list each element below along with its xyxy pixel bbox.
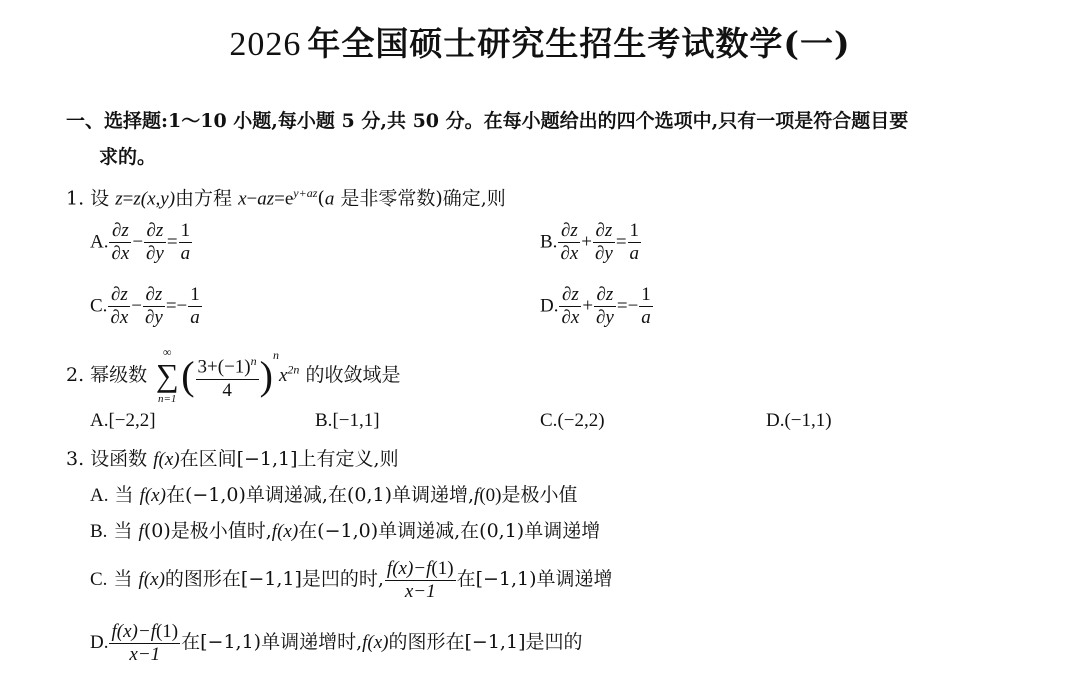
q3-stem: 3. 设函数 f(x)在区间[−1,1]上有定义,则	[66, 448, 399, 470]
q1-option-b[interactable]: B. $\frac{\partial z}{\partial x}$ + $\frac{\partial z}{\partial y}$ = $\frac{1}{a}$	[540, 220, 640, 264]
q2-option-a[interactable]: A.[−2,2]	[90, 410, 156, 431]
section-heading-line1: 一、选择题:1～10 小题,每小题 5 分,共 50 分。在每小题给出的四个选项中,只有一项是符合题目要	[66, 110, 909, 132]
q3-option-c[interactable]: C. 当 f(x)的图形在[−1,1]是凹的时, $\frac{f(x)-f(1)}{x-1}$ 在[−1,1)单调递增	[90, 558, 613, 602]
q3-option-b[interactable]: B. 当 f(0)是极小值时,f(x)在(−1,0)单调递减,在(0,1)单调递增	[90, 520, 601, 542]
page-title	[0, 18, 1080, 65]
title-text: 年全国硕士研究生招生考试数学(一)	[307, 24, 851, 63]
q3-option-d[interactable]: D. $\frac{f(x)-f(1)}{x-1}$ 在[−1,1)单调递增时,f(x)的图形在[−1,1]是凹的	[90, 621, 583, 665]
q1-option-d[interactable]: D. $\frac{\partial z}{\partial x}$ + $\frac{\partial z}{\partial y}$ =− $\frac{1}{a}$	[540, 284, 651, 328]
title-year: 2026	[229, 26, 302, 63]
q2-option-d[interactable]: D.(−1,1)	[766, 410, 832, 431]
summation-symbol: ∞ ∑ n=1	[155, 345, 179, 405]
q2-option-c[interactable]: C.(−2,2)	[540, 410, 605, 431]
difference-quotient: $\frac{f(x)-f(1)}{x-1}$	[386, 558, 454, 602]
q2-option-b[interactable]: B.[−1,1]	[315, 410, 380, 431]
section-heading-line2: 求的。	[99, 146, 157, 168]
q2-stem: 2. 幂级数 ∞ ∑ n=1 ( $\frac{3+(-1)^n}{4}$ )$^nx^{2n}$ 的收敛域是	[66, 345, 401, 405]
q1-option-a[interactable]: A. $\frac{\partial z}{\partial x}$ − $\frac{\partial z}{\partial y}$ = $\frac{1}{a}$	[90, 220, 191, 264]
q1-option-c[interactable]: C. $\frac{\partial z}{\partial x}$ − $\frac{\partial z}{\partial y}$ =− $\frac{1}{a}$	[90, 284, 200, 328]
difference-quotient: $\frac{f(x)-f(1)}{x-1}$	[111, 621, 179, 665]
q3-option-a[interactable]: A. 当 f(x)在(−1,0)单调递减,在(0,1)单调递增,f(0)是极小值	[90, 484, 578, 506]
q1-stem: 1. 设 z=z(x,y)由方程 $x-az=e^{y+az}(a$ 是非零常数)确定,则	[66, 186, 506, 210]
